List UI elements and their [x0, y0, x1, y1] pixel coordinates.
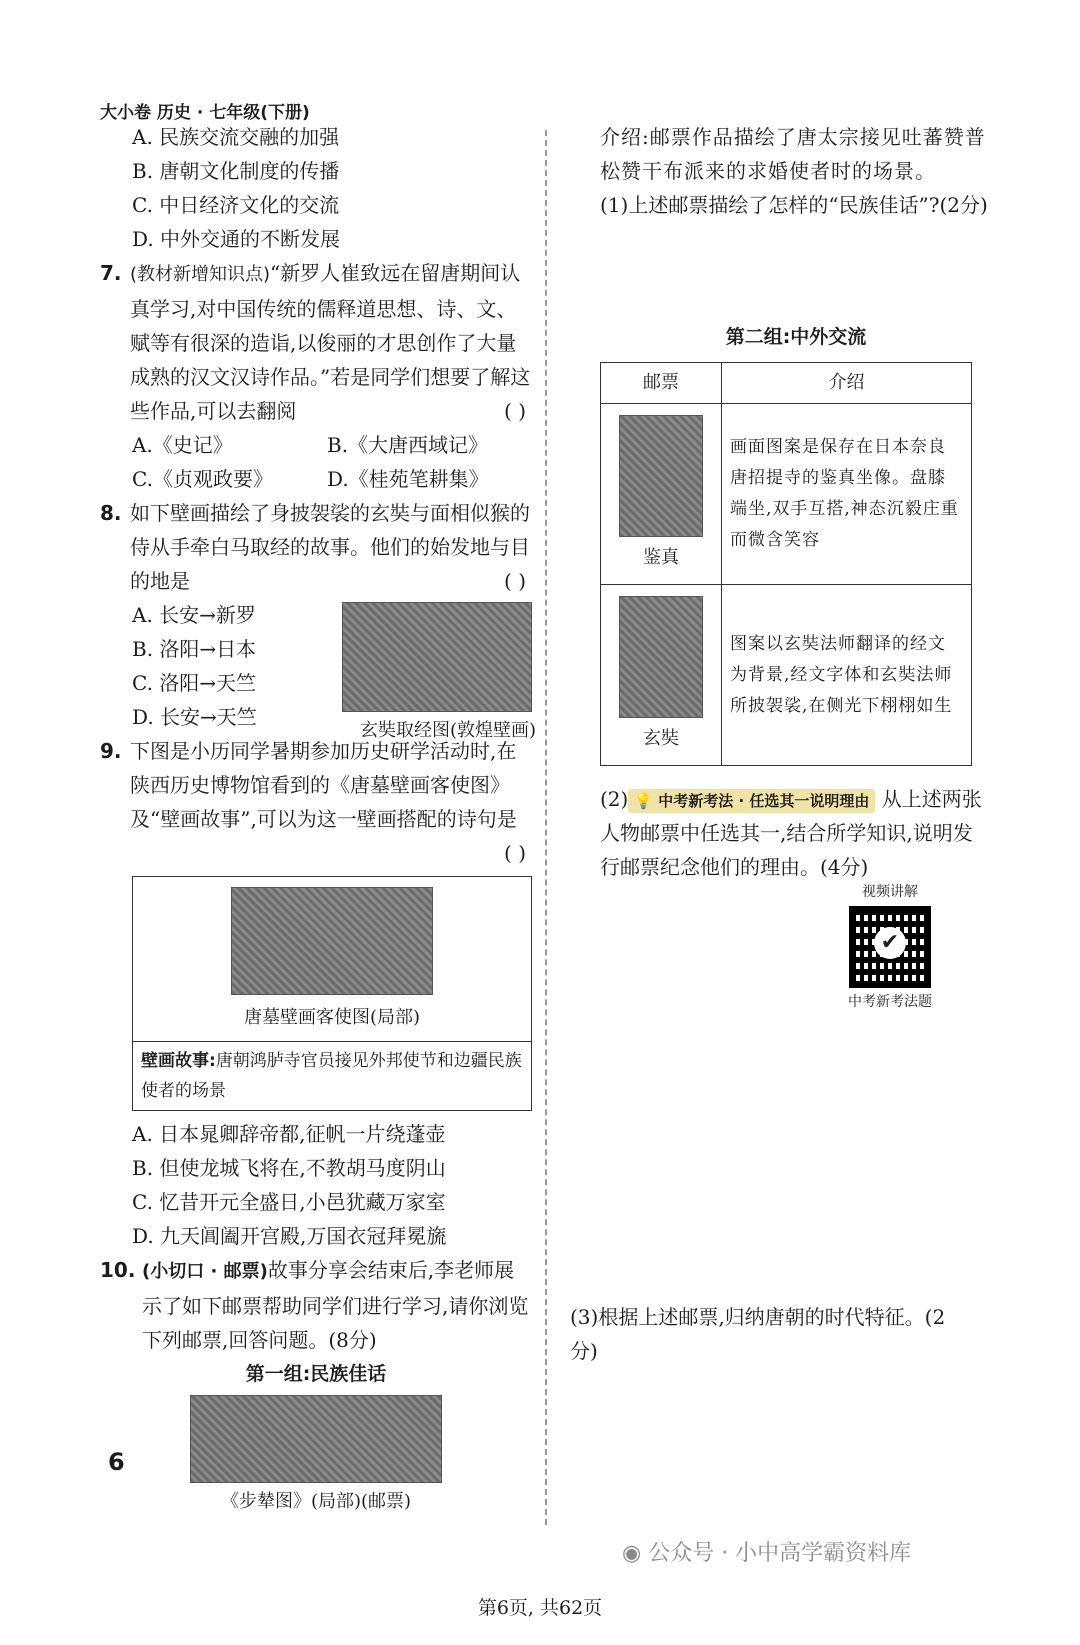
lightbulb-icon: 💡	[634, 792, 654, 810]
q9-image-caption: 唐墓壁画客使图(局部)	[133, 1001, 531, 1042]
right-column	[600, 120, 992, 884]
table-header-stamp: 邮票	[601, 363, 722, 404]
question-7	[100, 256, 532, 428]
xuanzang-stamp-image	[619, 596, 703, 718]
stamp-name-xuanzang: 玄奘	[643, 728, 679, 749]
q7-option-a: A.《史记》	[132, 433, 233, 457]
stamp-intro-jianzhen: 画面图案是保存在日本奈良唐招提寺的鉴真坐像。盘膝端坐,双手互搭,神态沉毅庄重而微含笑容	[722, 404, 972, 585]
q10-number: 10.	[100, 1258, 136, 1282]
q7-tag: (教材新增知识点)	[130, 264, 271, 285]
q10-sub3: (3)根据上述邮票,归纳唐朝的时代特征。(2分)	[570, 1305, 946, 1363]
left-column	[100, 120, 536, 1519]
q10-sub2	[600, 782, 992, 884]
q7-options-row1	[100, 428, 532, 462]
qr-bottom-label: 中考新考法题	[848, 994, 932, 1010]
jianzhen-stamp-image	[619, 415, 703, 537]
group2-title: 第二组:中外交流	[725, 326, 867, 348]
stamp-name-jianzhen: 鉴真	[643, 547, 679, 568]
q6-option-a: A. 民族交流交融的加强	[132, 125, 340, 149]
q9-option-a: A. 日本晁卿辞帝都,征帆一片绕蓬壶	[132, 1122, 446, 1146]
q8-option-d: D. 长安→天竺	[132, 705, 257, 729]
page-header: 大小卷 历史 · 七年级(下册)	[100, 103, 310, 123]
q9-material-box	[132, 876, 532, 1111]
q10-sub2-text: 从上述两张人物邮票中任选其一,结合所学知识,说明发行邮票纪念他们的理由。(4分)	[600, 787, 982, 879]
q10-text: 故事分享会结束后,李老师展示了如下邮票帮助同学们进行学习,请你浏览下列邮票,回答问题。(8分)	[142, 1258, 529, 1352]
watermark-text: 公众号 · 小中高学霸资料库	[648, 1541, 912, 1566]
q8-option-a: A. 长安→新罗	[132, 603, 256, 627]
q8-option-b: B. 洛阳→日本	[132, 637, 257, 661]
check-icon: ✔	[874, 927, 906, 959]
group1-title: 第一组:民族佳话	[245, 1363, 387, 1385]
table-row	[601, 404, 972, 585]
q8-number: 8.	[100, 501, 122, 525]
q9-option-d: D. 九天阊阖开宫殿,万国衣冠拜冕旒	[132, 1224, 447, 1248]
q9-answer-paren: ( )	[504, 841, 526, 865]
bunian-stamp-image	[190, 1395, 442, 1483]
q9-option-c: C. 忆昔开元全盛日,小邑犹藏万家室	[132, 1190, 446, 1214]
group1-caption: 《步辇图》(局部)(邮票)	[220, 1491, 412, 1512]
badge-label: 中考新考法 · 任选其一说明理由	[658, 792, 870, 810]
wechat-icon: ◉	[622, 1541, 642, 1566]
q10-sub1: (1)上述邮票描绘了怎样的“民族佳话”?(2分)	[600, 193, 988, 217]
watermark	[622, 1536, 911, 1567]
table-header-intro: 介绍	[722, 363, 972, 404]
q6-option-d: D. 中外交通的不断发展	[132, 227, 341, 251]
q7-option-b: B.《大唐西域记》	[327, 433, 489, 457]
question-8	[100, 496, 532, 598]
qr-code-icon[interactable]	[849, 906, 931, 988]
new-exam-badge	[628, 789, 875, 813]
q8-image-caption: 玄奘取经图(敦煌壁画)	[359, 720, 536, 741]
qr-top-label: 视频讲解	[862, 884, 918, 900]
q6-option-b: B. 唐朝文化制度的传播	[132, 159, 340, 183]
group1-intro: 介绍:邮票作品描绘了唐太宗接见吐蕃赞普松赞干布派来的求婚使者时的场景。	[600, 125, 986, 183]
q7-number: 7.	[100, 261, 122, 285]
question-9	[100, 734, 532, 870]
q9-story-text: 唐朝鸿胪寺官员接见外邦使节和边疆民族使者的场景	[141, 1051, 522, 1101]
q9-number: 9.	[100, 739, 122, 763]
q7-option-c: C.《贞观政要》	[132, 467, 273, 491]
stamp-table	[600, 362, 972, 766]
question-10	[100, 1253, 532, 1357]
q7-text: “新罗人崔致远在留唐期间认真学习,对中国传统的儒释道思想、诗、文、赋等有很深的造诣,以俊丽的才思创作了大量成熟的汉文汉诗作品。”若是同学们想要了解这些作品,可以去翻阅	[130, 261, 531, 423]
q10-tag: (小切口 · 邮票)	[142, 1261, 268, 1282]
q7-option-d: D.《桂苑笔耕集》	[327, 467, 489, 491]
q9-option-b: B. 但使龙城飞将在,不教胡马度阴山	[132, 1156, 446, 1180]
q10-sub2-number: (2)	[600, 787, 629, 811]
q7-options-row2	[100, 462, 532, 496]
envoy-mural-image	[231, 887, 433, 995]
page-footer: 第6页, 共62页	[477, 1597, 603, 1619]
column-divider	[545, 130, 547, 1525]
stamp-intro-xuanzang: 图案以玄奘法师翻译的经文为背景,经文字体和玄奘法师所披袈裟,在侧光下栩栩如生	[722, 585, 972, 766]
q9-mural-story	[133, 1042, 531, 1110]
q8-option-c: C. 洛阳→天竺	[132, 671, 257, 695]
q9-text: 下图是小历同学暑期参加历史研学活动时,在陕西历史博物馆看到的《唐墓壁画客使图》及“壁画故事”,可以为这一壁画搭配的诗句是	[130, 739, 517, 831]
table-row	[601, 585, 972, 766]
q8-options-block	[100, 598, 536, 741]
qr-code-block[interactable]	[835, 882, 945, 1012]
q6-option-c: C. 中日经济文化的交流	[132, 193, 340, 217]
q8-text: 如下壁画描绘了身披袈裟的玄奘与面相似猴的侍从手牵白马取经的故事。他们的始发地与目的地是	[130, 501, 530, 593]
q7-answer-paren: ( )	[504, 399, 526, 423]
q8-answer-paren: ( )	[504, 569, 526, 593]
page-number: 6	[108, 1448, 125, 1476]
xuanzang-mural-image	[342, 602, 532, 712]
q9-story-label: 壁画故事:	[141, 1051, 216, 1071]
